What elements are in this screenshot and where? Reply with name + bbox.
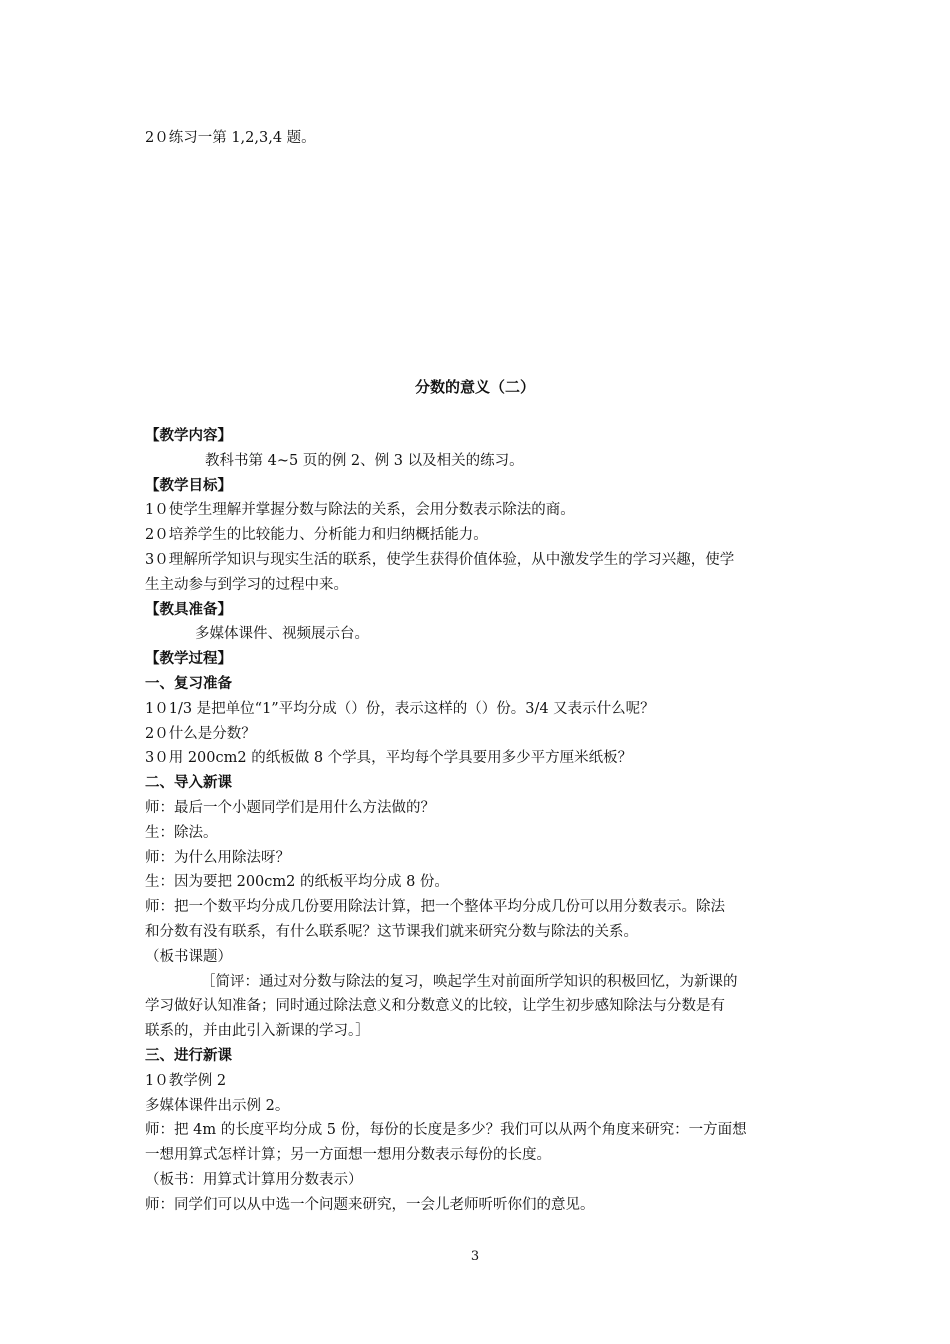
- body-line: 3０用 200cm2 的纸板做 8 个学具，平均每个学具要用多少平方厘米纸板？: [145, 750, 633, 767]
- document-title: 分数的意义（二）: [414, 378, 535, 396]
- body-line: 3０理解所学知识与现实生活的联系，使学生获得价值体验，从中激发学生的学习兴趣，使学: [145, 552, 735, 568]
- body-line: 师：把一个数平均分成几份要用除法计算，把一个整体平均分成几份可以用分数表示。除法: [145, 899, 725, 916]
- body-line: 和分数有没有联系，有什么联系呢？这节课我们就来研究分数与除法的关系。: [145, 924, 638, 940]
- body-line: 教科书第 4~5 页的例 2、例 3 以及相关的练习。: [205, 452, 524, 469]
- body-line: 师：最后一个小题同学们是用什么方法做的？: [145, 800, 435, 816]
- body-line: 学习做好认知准备；同时通过除法意义和分数意义的比较，让学生初步感知除法与分数是有: [145, 998, 725, 1015]
- section-heading: 【教学过程】: [145, 651, 232, 668]
- body-line: ［简评：通过对分数与除法的复习，唤起学生对前面所学知识的积极回忆，为新课的: [201, 973, 738, 990]
- body-line: 1０1/3 是把单位“1”平均分成（）份，表示这样的（）份。3/4 又表示什么呢？: [145, 700, 655, 717]
- body-line: 多媒体课件、视频展示台。: [195, 626, 369, 643]
- section-heading: 【教学目标】: [145, 477, 232, 494]
- page-number: 3: [470, 1249, 480, 1264]
- top-note: 2０练习一第 1,2,3,4 题。: [145, 130, 316, 146]
- section-heading: 【教具准备】: [145, 601, 232, 618]
- body-line: 一想用算式怎样计算；另一方面想一想用分数表示每份的长度。: [145, 1147, 551, 1164]
- body-line: 生：除法。: [145, 824, 218, 841]
- body-line: 2０什么是分数？: [145, 725, 256, 742]
- body-line: （板书：用算式计算用分数表示）: [145, 1172, 363, 1188]
- section-heading: 【教学内容】: [145, 428, 232, 444]
- body-line: 师：把 4m 的长度平均分成 5 份，每份的长度是多少？我们可以从两个角度来研究：一方面想: [145, 1122, 747, 1139]
- body-line: 1０使学生理解并掌握分数与除法的关系，会用分数表示除法的商。: [145, 502, 575, 519]
- section-heading: 三、进行新课: [145, 1048, 232, 1064]
- section-heading: 二、导入新课: [145, 775, 232, 792]
- body-line: 师：为什么用除法呀？: [145, 849, 290, 866]
- body-line: 生主动参与到学习的过程中来。: [145, 576, 348, 593]
- body-line: 多媒体课件出示例 2。: [145, 1097, 290, 1114]
- body-line: 生：因为要把 200cm2 的纸板平均分成 8 份。: [145, 874, 449, 891]
- body-line: 师：同学们可以从中选一个问题来研究，一会儿老师听听你们的意见。: [145, 1196, 595, 1213]
- body-line: （板书课题）: [145, 948, 232, 965]
- section-heading: 一、复习准备: [145, 676, 232, 692]
- body-line: 联系的，并由此引入新课的学习。］: [145, 1023, 370, 1040]
- body-line: 1０教学例 2: [145, 1072, 227, 1089]
- body-line: 2０培养学生的比较能力、分析能力和归纳概括能力。: [145, 527, 488, 544]
